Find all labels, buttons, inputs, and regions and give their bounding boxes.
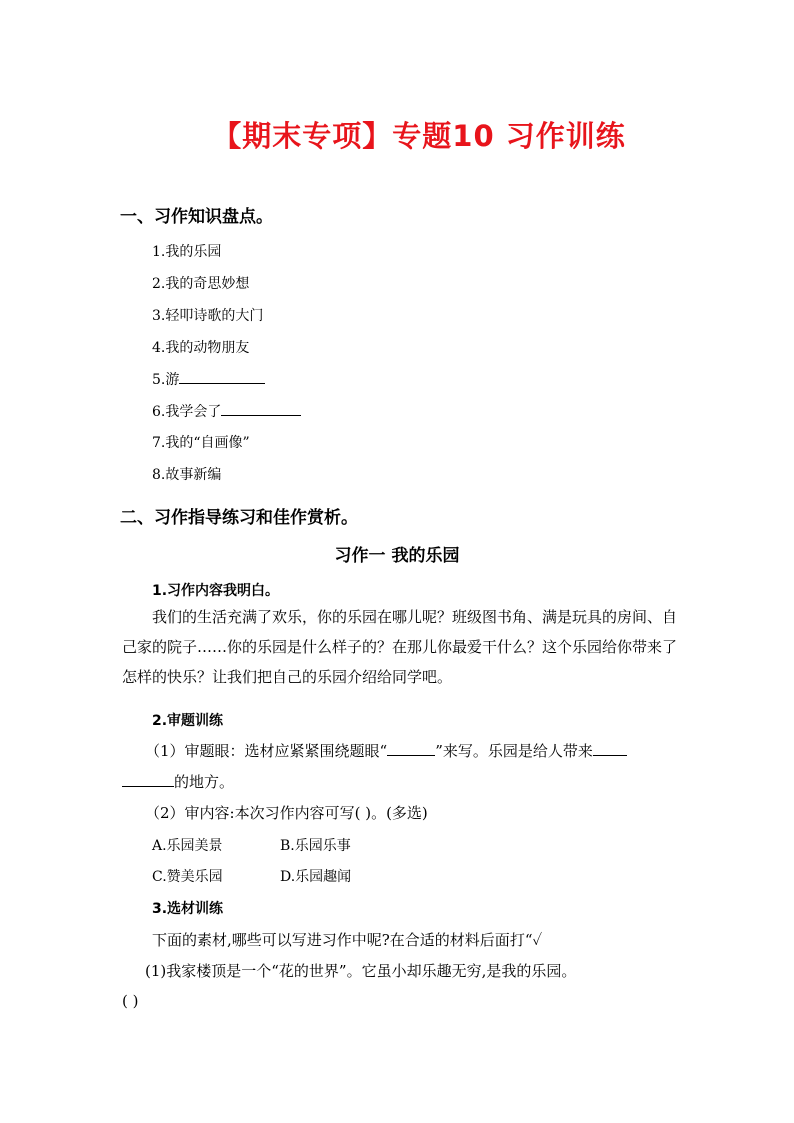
list-item	[152, 401, 301, 421]
part-3-heading: 3.选材训练	[152, 901, 224, 917]
essay-subtitle: 习作一 我的乐园	[334, 546, 460, 566]
list-item: 8.故事新编	[152, 467, 222, 483]
list-item: 3.轻叩诗歌的大门	[152, 308, 264, 324]
section-1-heading: 一、习作知识盘点。	[120, 207, 273, 227]
fill-blank	[179, 371, 265, 384]
material-1: (1)我家楼顶是一个“花的世界”。它虽小却乐趣无穷,是我的乐园。	[145, 962, 577, 980]
question-1-line-2	[122, 771, 234, 792]
material-1-answer-paren: ( )	[122, 992, 139, 1010]
question-text: （1）审题眼：选材应紧紧围绕题眼“	[145, 742, 388, 760]
list-item-label: 6.我学会了	[152, 404, 222, 420]
fill-blank	[593, 743, 627, 756]
part-1-paragraph: 我们的生活充满了欢乐，你的乐园在哪儿呢？班级图书角、满是玩具的房间、自己家的院子……你的乐园是什么样子的？在那儿你最爱干什么？这个乐园给你带来了怎样的快乐？让我们把自己的乐园介绍给同学吧。	[122, 608, 678, 686]
list-item: 2.我的奇思妙想	[152, 276, 250, 292]
question-1-line	[145, 740, 627, 761]
fill-blank	[387, 743, 435, 756]
question-text: 的地方。	[174, 773, 235, 791]
fill-blank	[122, 774, 174, 787]
section-2-heading: 二、习作指导练习和佳作赏析。	[120, 508, 358, 528]
option-b: B.乐园乐事	[280, 838, 351, 854]
part-3-instruction: 下面的素材,哪些可以写进习作中呢?在合适的材料后面打“✓	[152, 931, 543, 949]
list-item: 4.我的动物朋友	[152, 340, 250, 356]
part-1-heading: 1.习作内容我明白。	[152, 583, 280, 599]
question-2: （2）审内容:本次习作内容可写( )。(多选)	[145, 804, 428, 822]
option-c: C.赞美乐园	[152, 869, 223, 885]
list-item-label: 5.游	[152, 372, 180, 388]
list-item	[152, 369, 265, 389]
option-d: D.乐园趣闻	[280, 869, 352, 885]
question-text: ”来写。乐园是给人带来	[435, 742, 593, 760]
page-title: 【期末专项】专题10 习作训练	[212, 119, 626, 153]
list-item: 7.我的“自画像”	[152, 435, 250, 451]
list-item: 1.我的乐园	[152, 244, 222, 260]
part-2-heading: 2.审题训练	[152, 713, 224, 729]
option-a: A.乐园美景	[152, 838, 223, 854]
fill-blank	[221, 403, 301, 416]
